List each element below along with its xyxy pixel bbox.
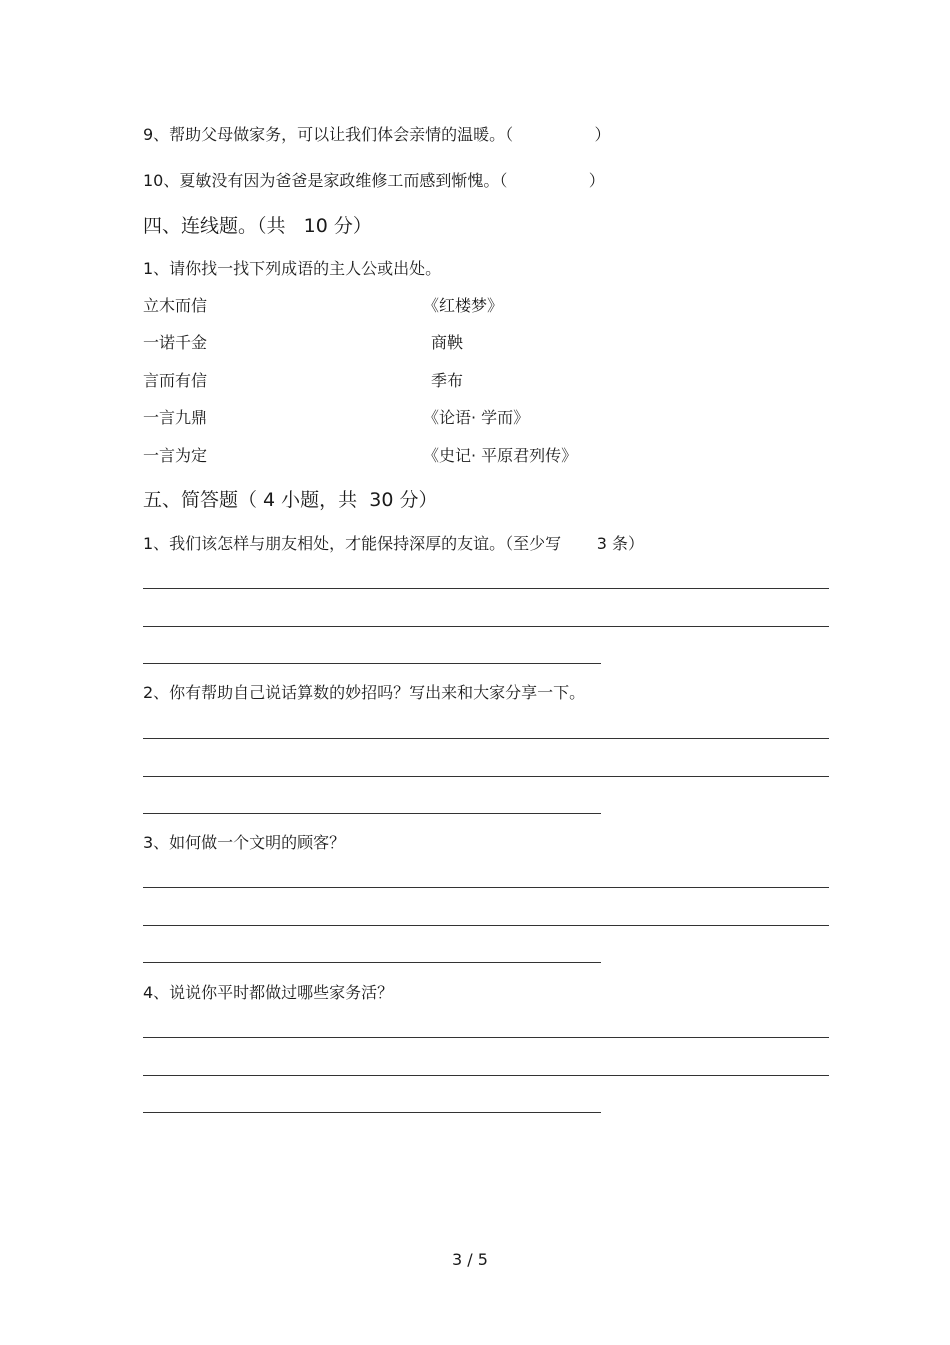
answer-line[interactable] bbox=[143, 887, 829, 888]
judge-question-10: 10、夏敏没有因为爸爸是家政维修工而感到惭愧。（ ） bbox=[143, 171, 605, 190]
short-answer-question-3: 3、如何做一个文明的顾客？ bbox=[143, 833, 346, 852]
section-5-title: 五、简答题（ 4 小题，共 30 分） bbox=[143, 489, 438, 511]
source-right-3: 季布 bbox=[431, 371, 464, 390]
source-right-2: 商鞅 bbox=[431, 333, 464, 352]
answer-line[interactable] bbox=[143, 776, 829, 777]
answer-line[interactable] bbox=[143, 1037, 829, 1038]
source-right-4: 《论语· 学而》 bbox=[423, 408, 530, 427]
idiom-left-4: 一言九鼎 bbox=[143, 408, 208, 427]
idiom-left-3: 言而有信 bbox=[143, 371, 208, 390]
short-answer-question-1: 1、我们该怎样与朋友相处，才能保持深厚的友谊。（至少写 3 条） bbox=[143, 534, 645, 553]
answer-line[interactable] bbox=[143, 588, 829, 589]
answer-line[interactable] bbox=[143, 925, 829, 926]
answer-line[interactable] bbox=[143, 1112, 601, 1113]
answer-line[interactable] bbox=[143, 626, 829, 627]
answer-line[interactable] bbox=[143, 962, 601, 963]
answer-line[interactable] bbox=[143, 738, 829, 739]
answer-line[interactable] bbox=[143, 663, 601, 664]
source-right-5: 《史记· 平原君列传》 bbox=[423, 446, 578, 465]
short-answer-question-4: 4、说说你平时都做过哪些家务活？ bbox=[143, 983, 394, 1002]
answer-line[interactable] bbox=[143, 1075, 829, 1076]
page-number: 3 / 5 bbox=[452, 1250, 488, 1269]
answer-line[interactable] bbox=[143, 813, 601, 814]
matching-instruction: 1、请你找一找下列成语的主人公或出处。 bbox=[143, 259, 442, 278]
source-right-1: 《红楼梦》 bbox=[423, 296, 504, 315]
idiom-left-2: 一诺千金 bbox=[143, 333, 208, 352]
judge-question-9: 9、帮助父母做家务，可以让我们体会亲情的温暖。（ ） bbox=[143, 125, 611, 144]
idiom-left-5: 一言为定 bbox=[143, 446, 208, 465]
short-answer-question-2: 2、你有帮助自己说话算数的妙招吗？写出来和大家分享一下。 bbox=[143, 683, 586, 702]
idiom-left-1: 立木而信 bbox=[143, 296, 208, 315]
section-4-title: 四、连线题。（共 10 分） bbox=[143, 215, 372, 237]
